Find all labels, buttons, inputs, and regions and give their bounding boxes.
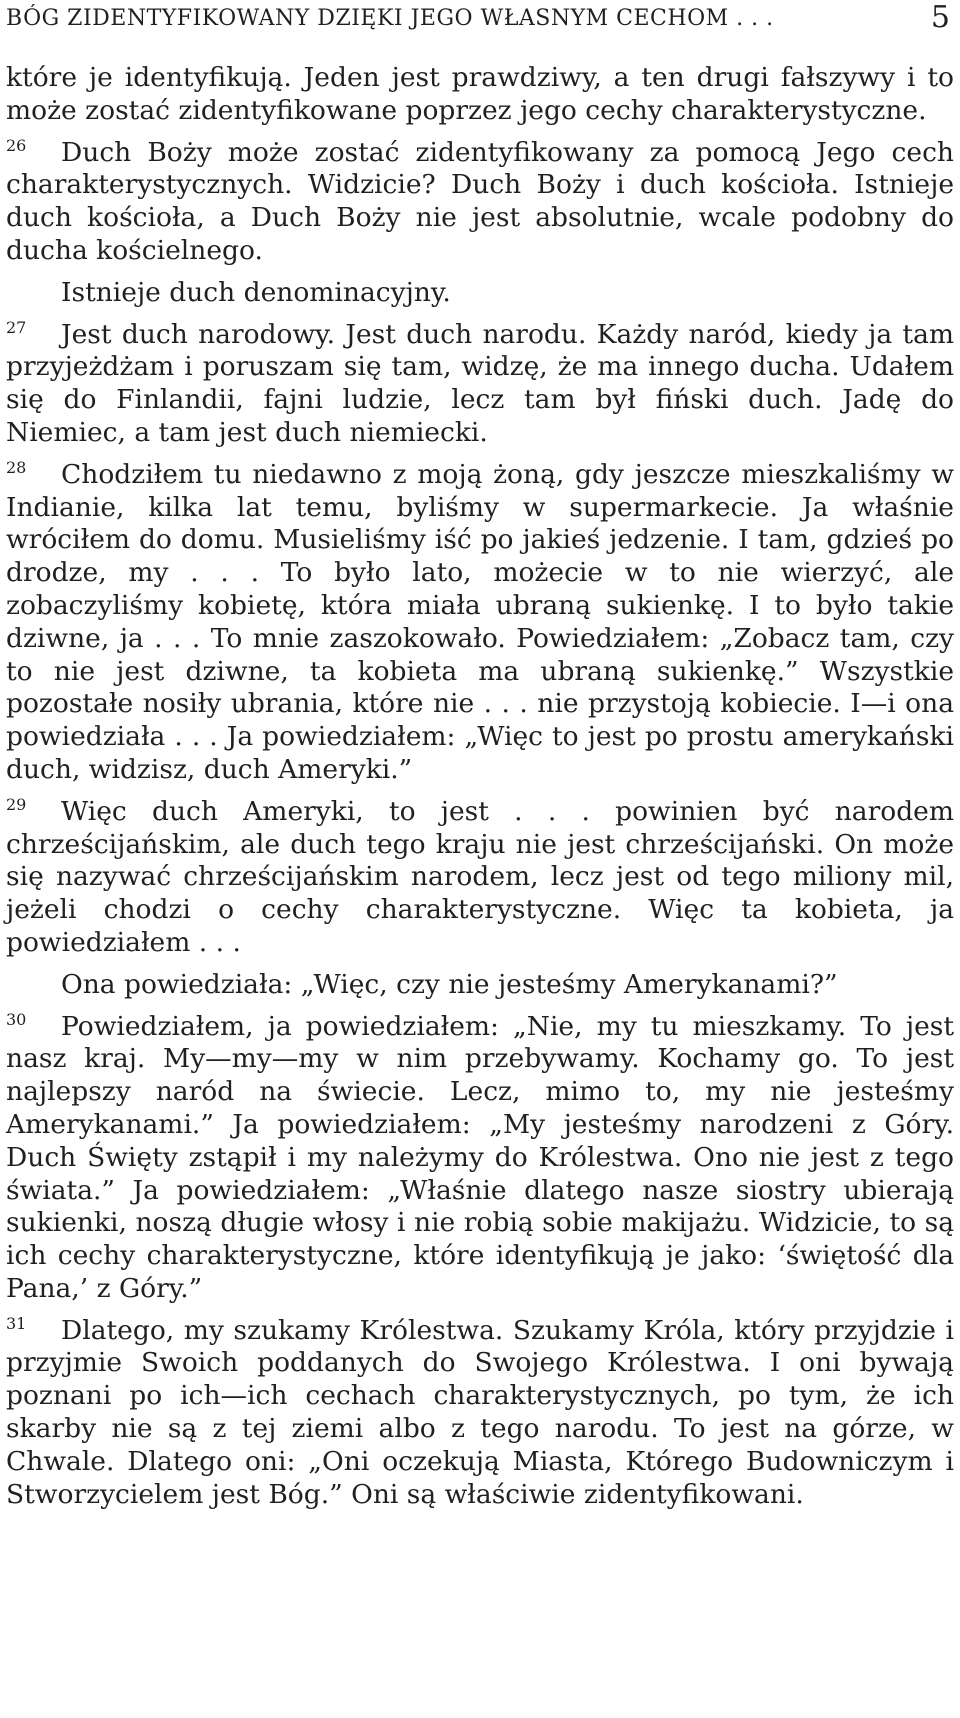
running-header-title: BÓG ZIDENTYFIKOWANY DZIĘKI JEGO WŁASNYM CECHOM . . . — [6, 6, 774, 31]
paragraph-text: Chodziłem tu niedawno z moją żoną, gdy jeszcze mieszkaliśmy w Indianie, kilka lat temu, byliśmy w supermarkecie. Ja właśnie wróciłem do domu. Musieliśmy iść po jakieś jedzenie. I tam, gdzieś po drodze, my . . . To było lato, możecie w to nie wierzyć, ale zobaczyliśmy kobietę, która miała ubraną sukienkę. I to było takie dziwne, ja . . . To mnie zaszokowało. Powiedziałem: „Zobacz tam, czy to nie jest dziwne, ta kobieta ma ubraną sukienkę.” Wszystkie pozostałe nosiły ubrania, które nie . . . nie przystoją kobiecie. I—i ona powiedziała . . . Ja powiedziałem: „Więc to jest po prostu amerykański duch, widzisz, duch Ameryki.” — [6, 458, 954, 785]
paragraph-indented — [6, 969, 954, 1002]
paragraph-text: Więc duch Ameryki, to jest . . . powinien być narodem chrześcijańskim, ale duch tego kraju nie jest chrześcijański. On może się nazywać chrześcijańskim narodem, lecz jest od tego miliony mil, jeżeli chodzi o cechy charakterystyczne. Więc ta kobieta, ja powiedziałem . . . — [6, 795, 954, 958]
paragraph-text: Ona powiedziała: „Więc, czy nie jesteśmy Amerykanami?” — [61, 968, 838, 1000]
paragraph-27: 27 Jest duch narodowy. Jest duch narodu. Każdy naród, kiedy ja tam przyjeżdżam i poruszam się tam, widzę, że ma innego ducha. Udałem się do Finlandii, fajni ludzie, lecz tam był fiński duch. Jadę do Niemiec, a tam jest duch niemiecki. — [6, 317, 954, 448]
paragraph-28: 28 Chodziłem tu niedawno z moją żoną, gdy jeszcze mieszkaliśmy w Indianie, kilka lat temu, byliśmy w supermarkecie. Ja właśnie wróciłem do domu. Musieliśmy iść po jakieś jedzenie. I tam, gdzieś po drodze, my . . . To było lato, możecie w to nie wierzyć, ale zobaczyliśmy kobietę, która miała ubraną sukienkę. I to było takie dziwne, ja . . . To mnie zaszokowało. Powiedziałem: „Zobacz tam, czy to nie jest dziwne, ta kobieta ma ubraną sukienkę.” Wszystkie pozostałe nosiły ubrania, które nie . . . nie przystoją kobiecie. I—i ona powiedziała . . . Ja powiedziałem: „Więc to jest po prostu amerykański duch, widzisz, duch Ameryki.” — [6, 457, 954, 785]
paragraph-text: które je identyfikują. Jeden jest prawdziwy, a ten drugi fałszywy i to może zostać zidentyfikowane poprzez jego cechy charakterystyczne. — [6, 62, 954, 126]
paragraph-text: Istnieje duch denominacyjny. — [61, 276, 451, 308]
paragraph-text: Dlatego, my szukamy Królestwa. Szukamy Króla, który przyjdzie i przyjmie Swoich poddanych do Swojego Królestwa. I oni bywają poznani po ich—ich cechach charakterystycznych, po tym, że ich skarby nie są z tej ziemi albo z tego narodu. To jest na górze, w Chwale. Dlatego oni: „Oni oczekują Miasta, Którego Budowniczym i Stworzycielem jest Bóg.” Oni są właściwie zidentyfikowani. — [6, 1314, 954, 1510]
paragraph-31: 31 Dlatego, my szukamy Królestwa. Szukamy Króla, który przyjdzie i przyjmie Swoich poddanych do Swojego Królestwa. I oni bywają poznani po ich—ich cechach charakterystycznych, po tym, że ich skarby nie są z tej ziemi albo z tego narodu. To jest na górze, w Chwale. Dlatego oni: „Oni oczekują Miasta, Którego Budowniczym i Stworzycielem jest Bóg.” Oni są właściwie zidentyfikowani. — [6, 1313, 954, 1510]
paragraph-continuation — [6, 62, 954, 128]
page-header — [6, 0, 950, 40]
paragraph-29: 29 Więc duch Ameryki, to jest . . . powinien być narodem chrześcijańskim, ale duch tego kraju nie jest chrześcijański. On może się nazywać chrześcijańskim narodem, lecz jest od tego miliony mil, jeżeli chodzi o cechy charakterystyczne. Więc ta kobieta, ja powiedziałem . . . — [6, 794, 954, 958]
paragraph-text: Powiedziałem, ja powiedziałem: „Nie, my tu mieszkamy. To jest nasz kraj. My—my—my w nim przebywamy. Kochamy go. To jest najlepszy naród na świecie. Lecz, mimo to, my nie jesteśmy Amerykanami.” Ja powiedziałem: „My jesteśmy narodzeni z Góry. Duch Święty zstąpił i my należymy do Królestwa. Ono nie jest z tego świata.” Ja powiedziałem: „Właśnie dlatego nasze siostry ubierają sukienki, noszą długie włosy i nie robią sobie makijażu. Widzicie, to są ich cechy charakterystyczne, które identyfikują je jako: ‘świętość dla Pana,’ z Góry.” — [6, 1010, 954, 1304]
paragraph-indented — [6, 277, 954, 310]
paragraph-text: Duch Boży może zostać zidentyfikowany za pomocą Jego cech charakterystycznych. Widzicie? Duch Boży i duch kościoła. Istnieje duch kościoła, a Duch Boży nie jest absolutnie, wcale podobny do ducha kościelnego. — [6, 136, 954, 266]
paragraph-30: 30 Powiedziałem, ja powiedziałem: „Nie, my tu mieszkamy. To jest nasz kraj. My—my—my w nim przebywamy. Kochamy go. To jest najlepszy naród na świecie. Lecz, mimo to, my nie jesteśmy Amerykanami.” Ja powiedziałem: „My jesteśmy narodzeni z Góry. Duch Święty zstąpił i my należymy do Królestwa. Ono nie jest z tego świata.” Ja powiedziałem: „Właśnie dlatego nasze siostry ubierają sukienki, noszą długie włosy i nie robią sobie makijażu. Widzicie, to są ich cechy charakterystyczne, które identyfikują je jako: ‘świętość dla Pana,’ z Góry.” — [6, 1009, 954, 1304]
page-number: 5 — [930, 0, 950, 35]
page-body — [6, 62, 954, 1511]
paragraph-26: 26 Duch Boży może zostać zidentyfikowany za pomocą Jego cech charakterystycznych. Widzicie? Duch Boży i duch kościoła. Istnieje duch kościoła, a Duch Boży nie jest absolutnie, wcale podobny do ducha kościelnego. — [6, 135, 954, 266]
paragraph-text: Jest duch narodowy. Jest duch narodu. Każdy naród, kiedy ja tam przyjeżdżam i poruszam się tam, widzę, że ma innego ducha. Udałem się do Finlandii, fajni ludzie, lecz tam był fiński duch. Jadę do Niemiec, a tam jest duch niemiecki. — [6, 318, 954, 448]
